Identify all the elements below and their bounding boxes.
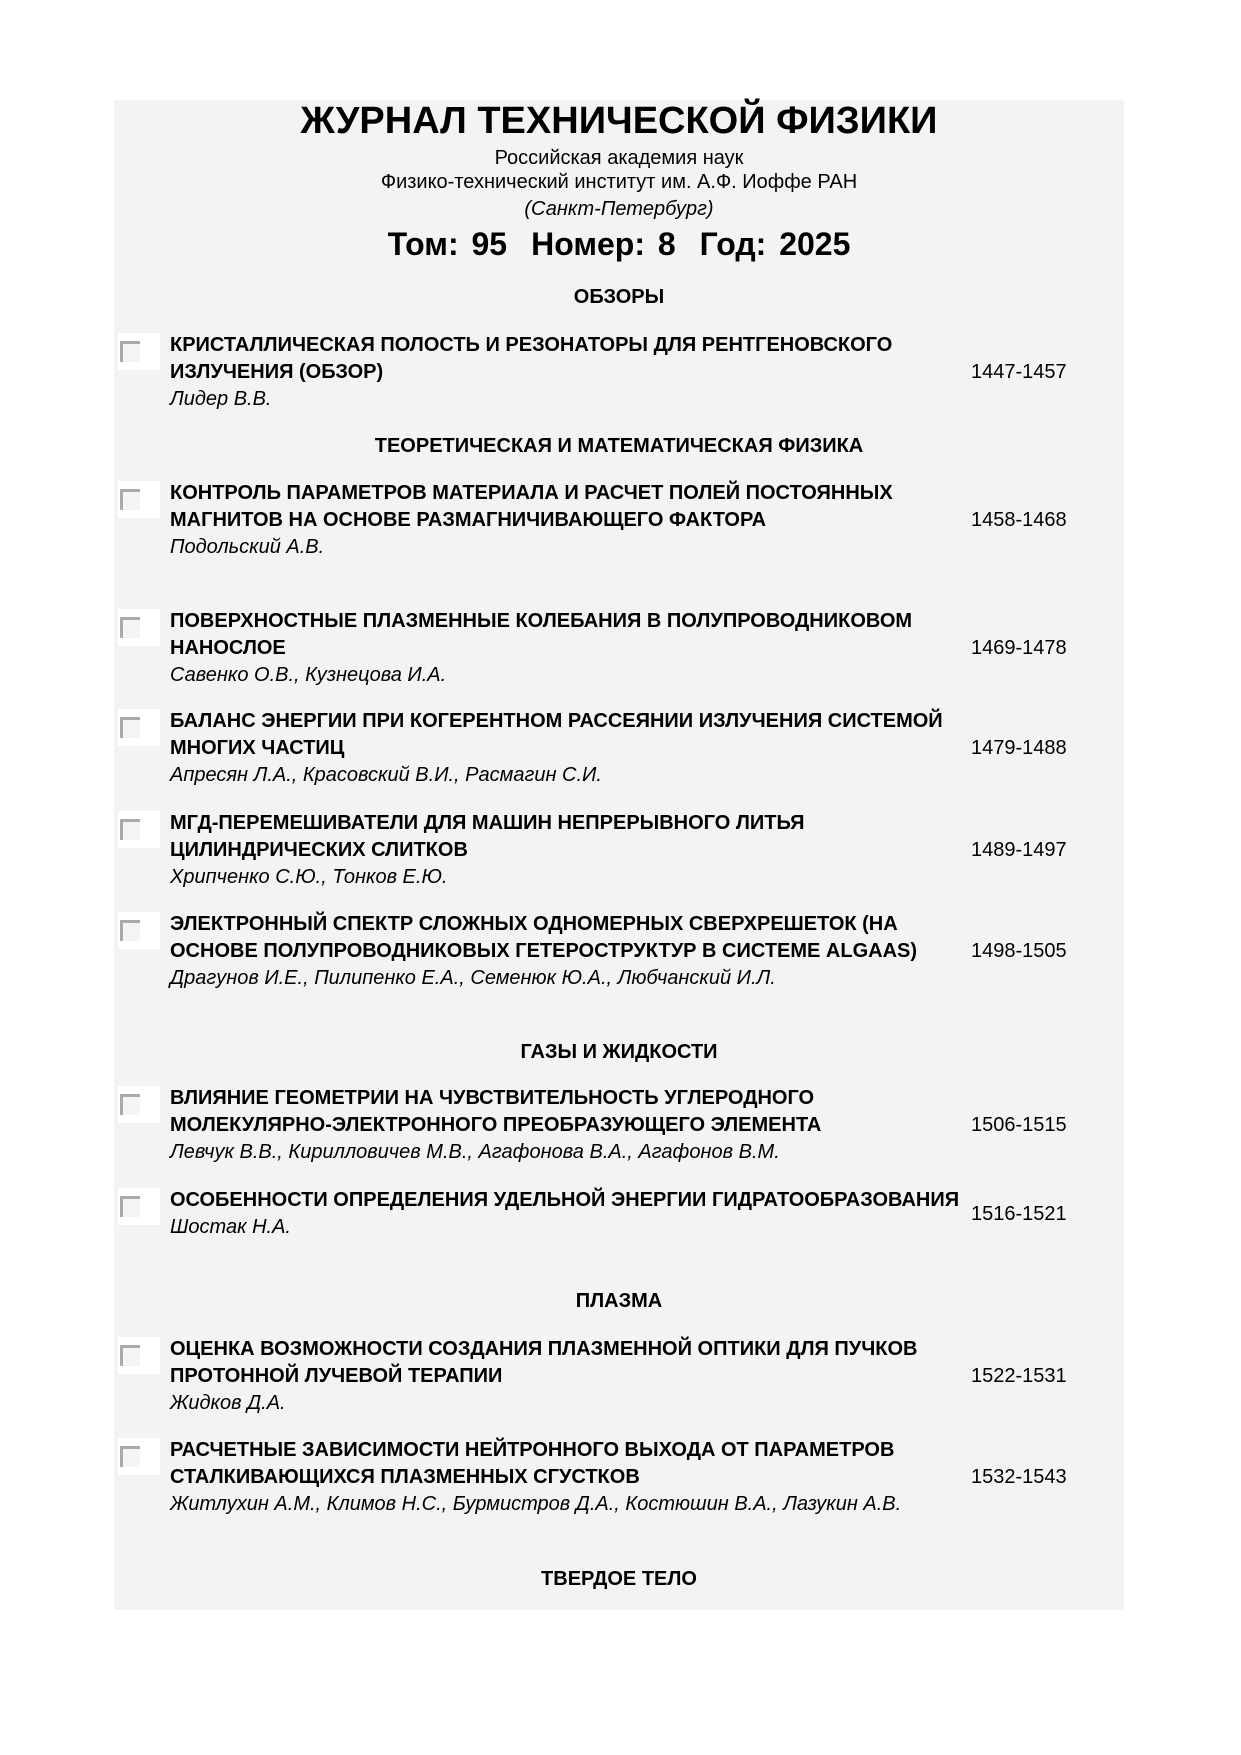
article-entry [114,1085,1124,1166]
article-pages: 1489-1497 [971,839,1067,861]
article-entry [114,810,1124,891]
academy-name: Российская академия наук [494,147,744,169]
article-authors: Апресян Л.А., Красовский В.И., Расмагин С.И. [170,764,602,786]
checkbox-wrapper [118,333,160,370]
article-authors: Шостак Н.А. [170,1216,291,1238]
checkbox-wrapper [118,912,160,949]
article-title[interactable]: ВЛИЯНИЕ ГЕОМЕТРИИ НА ЧУВСТВИТЕЛЬНОСТЬ УГЛЕРОДНОГО МОЛЕКУЛЯРНО-ЭЛЕКТРОННОГО ПРЕОБРАЗУЮЩЕГО ЭЛЕМЕНТА [170,1087,822,1136]
article-authors: Савенко О.В., Кузнецова И.А. [170,664,447,686]
journal-title: ЖУРНАЛ ТЕХНИЧЕСКОЙ ФИЗИКИ [300,100,938,142]
checkbox-wrapper [118,1337,160,1374]
checkbox-wrapper [118,609,160,646]
issue-info [114,224,1124,264]
article-entry [114,480,1124,561]
article-pages: 1516-1521 [971,1202,1067,1225]
section-heading: ТЕОРЕТИЧЕСКАЯ И МАТЕМАТИЧЕСКАЯ ФИЗИКА [374,435,864,457]
year: Год: 2025 [699,226,851,262]
article-authors: Левчук В.В., Кирилловичев М.В., Агафонова В.А., Агафонов В.М. [170,1141,780,1163]
article-pages: 1532-1543 [971,1466,1067,1488]
section-heading: ПЛАЗМА [575,1290,663,1312]
article-entry [114,608,1124,689]
issue-number: Номер: 8 [531,226,676,262]
article-entry [114,1336,1124,1417]
article-pages: 1522-1531 [971,1365,1067,1387]
select-checkbox[interactable] [120,1094,140,1115]
city: (Санкт-Петербург) [524,198,714,220]
article-pages: 1469-1478 [971,637,1067,659]
select-checkbox[interactable] [120,1196,140,1217]
section-heading: ГАЗЫ И ЖИДКОСТИ [520,1041,718,1063]
checkbox-wrapper [118,709,160,746]
article-pages: 1479-1488 [971,737,1067,759]
article-title[interactable]: ОЦЕНКА ВОЗМОЖНОСТИ СОЗДАНИЯ ПЛАЗМЕННОЙ ОПТИКИ ДЛЯ ПУЧКОВ ПРОТОННОЙ ЛУЧЕВОЙ ТЕРАПИИ [170,1338,918,1387]
article-entry [114,911,1124,992]
article-pages: 1498-1505 [971,940,1067,962]
article-title[interactable]: БАЛАНС ЭНЕРГИИ ПРИ КОГЕРЕНТНОМ РАССЕЯНИИ ИЗЛУЧЕНИЯ СИСТЕМОЙ МНОГИХ ЧАСТИЦ [170,710,943,759]
checkbox-wrapper [118,1438,160,1475]
article-title[interactable]: ОСОБЕННОСТИ ОПРЕДЕЛЕНИЯ УДЕЛЬНОЙ ЭНЕРГИИ ГИДРАТООБРАЗОВАНИЯ [170,1189,960,1211]
volume: Том: 95 [387,226,508,262]
article-title[interactable]: КОНТРОЛЬ ПАРАМЕТРОВ МАТЕРИАЛА И РАСЧЕТ ПОЛЕЙ ПОСТОЯННЫХ МАГНИТОВ НА ОСНОВЕ РАЗМАГНИЧИВАЮЩЕГО ФАКТОРА [170,482,893,531]
article-pages: 1447-1457 [971,361,1067,383]
article-entry [114,1187,1124,1241]
select-checkbox[interactable] [120,1446,140,1467]
article-entry [114,332,1124,413]
article-title[interactable]: РАСЧЕТНЫЕ ЗАВИСИМОСТИ НЕЙТРОННОГО ВЫХОДА ОТ ПАРАМЕТРОВ СТАЛКИВАЮЩИХСЯ ПЛАЗМЕННЫХ СГУСТКОВ [170,1439,895,1488]
article-entry [114,1437,1124,1518]
article-authors: Житлухин А.М., Климов Н.С., Бурмистров Д.А., Костюшин В.А., Лазукин А.В. [170,1493,902,1515]
article-authors: Жидков Д.А. [170,1392,286,1414]
section-heading: ТВЕРДОЕ ТЕЛО [541,1568,697,1590]
article-authors: Подольский А.В. [170,536,325,558]
select-checkbox[interactable] [120,717,140,738]
article-title[interactable]: КРИСТАЛЛИЧЕСКАЯ ПОЛОСТЬ И РЕЗОНАТОРЫ ДЛЯ РЕНТГЕНОВСКОГО ИЗЛУЧЕНИЯ (ОБЗОР) [170,334,893,383]
article-authors: Хрипченко С.Ю., Тонков Е.Ю. [170,866,448,888]
select-checkbox[interactable] [120,1345,140,1366]
article-authors: Драгунов И.Е., Пилипенко Е.А., Семенюк Ю.А., Любчанский И.Л. [170,967,776,989]
article-title[interactable]: ЭЛЕКТРОННЫЙ СПЕКТР СЛОЖНЫХ ОДНОМЕРНЫХ СВЕРХРЕШЕТОК (НА ОСНОВЕ ПОЛУПРОВОДНИКОВЫХ ГЕТЕРОСТРУКТУР В СИСТЕМЕ ALGAAS) [170,913,918,962]
select-checkbox[interactable] [120,489,140,510]
select-checkbox[interactable] [120,341,140,362]
article-entry [114,708,1124,789]
section-heading: ОБЗОРЫ [573,286,665,308]
article-title[interactable]: МГД-ПЕРЕМЕШИВАТЕЛИ ДЛЯ МАШИН НЕПРЕРЫВНОГО ЛИТЬЯ ЦИЛИНДРИЧЕСКИХ СЛИТКОВ [170,812,805,861]
select-checkbox[interactable] [120,819,140,840]
institute-name: Физико-технический институт им. А.Ф. Иоффе РАН [380,171,858,193]
article-pages: 1506-1515 [971,1114,1067,1136]
article-title[interactable]: ПОВЕРХНОСТНЫЕ ПЛАЗМЕННЫЕ КОЛЕБАНИЯ В ПОЛУПРОВОДНИКОВОМ НАНОСЛОЕ [170,610,913,659]
article-authors: Лидер В.В. [170,388,272,410]
article-pages: 1458-1468 [971,509,1067,531]
select-checkbox[interactable] [120,920,140,941]
checkbox-wrapper [118,1086,160,1123]
checkbox-wrapper [118,811,160,848]
checkbox-wrapper [118,1188,160,1225]
select-checkbox[interactable] [120,617,140,638]
checkbox-wrapper [118,481,160,518]
